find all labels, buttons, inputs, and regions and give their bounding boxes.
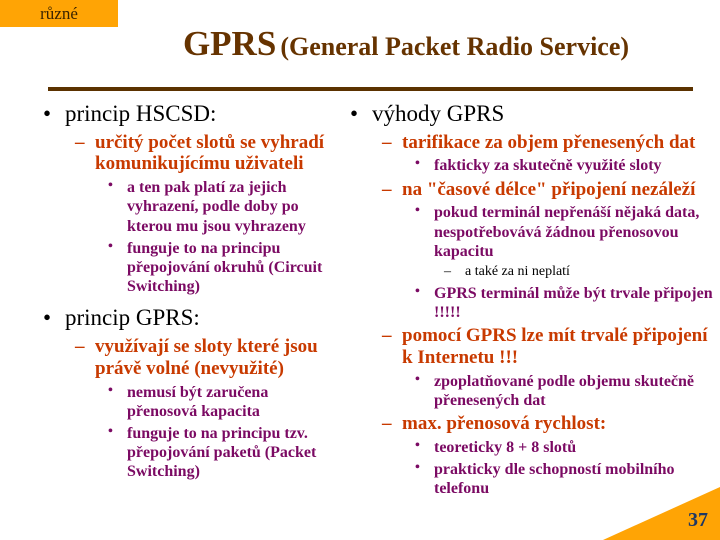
dot-bullet-icon: •: [415, 438, 420, 454]
dot-bullet-icon: •: [415, 460, 420, 476]
dash-bullet-icon: –: [382, 325, 392, 347]
bullet-item-text: na "časové délce" připojení nezáleží: [402, 178, 696, 200]
bullet-item-level2: [345, 325, 717, 369]
bullet-item-level1: [345, 100, 717, 128]
slide-title-sub: (General Packet Radio Service): [280, 32, 630, 61]
bullet-item-text: nemusí být zaručena přenosová kapacita: [127, 383, 269, 420]
bullet-item-level3: [38, 424, 340, 482]
dash-bullet-icon: –: [382, 131, 392, 153]
dot-bullet-icon: •: [415, 283, 420, 299]
bullet-item-text: funguje to na principu přepojování okruhů (Circuit Switching): [127, 239, 323, 296]
bullet-item-text: princip HSCSD:: [65, 101, 217, 126]
bullet-item-level2: [38, 132, 340, 176]
dot-bullet-icon: •: [108, 238, 113, 254]
title-divider: [48, 87, 693, 91]
content-column-left: [38, 100, 340, 485]
bullet-item-level3: [345, 372, 717, 410]
bullet-item-text: teoreticky 8 + 8 slotů: [434, 439, 577, 457]
bullet-item-text: pomocí GPRS lze mít trvalé připojení k Internetu !!!: [402, 325, 708, 369]
dot-bullet-icon: •: [350, 101, 359, 126]
bullet-item-text: max. přenosová rychlost:: [402, 413, 607, 435]
bullet-item-level3: [38, 178, 340, 236]
dot-bullet-icon: •: [415, 156, 420, 172]
dot-bullet-icon: •: [108, 382, 113, 398]
bullet-item-level3: [38, 239, 340, 297]
slide-title: [100, 24, 712, 64]
dash-bullet-icon: –: [382, 178, 392, 200]
bullet-item-level3: [345, 460, 717, 498]
dash-bullet-icon: –: [444, 264, 451, 280]
slide-title-main: GPRS: [182, 24, 277, 63]
content-column-right: [345, 100, 717, 502]
page-number: 37: [688, 509, 708, 531]
dot-bullet-icon: •: [43, 101, 52, 126]
bullet-item-level3: [38, 383, 340, 421]
dot-bullet-icon: •: [415, 371, 420, 387]
dot-bullet-icon: •: [108, 424, 113, 440]
bullet-item-text: princip GPRS:: [65, 305, 200, 331]
bullet-item-level4: [345, 264, 717, 281]
dash-bullet-icon: –: [75, 336, 85, 357]
bullet-item-text: pokud terminál nepřenáší nějaká data, nespotřebovává žádnou přenosovou kapacitu: [434, 204, 700, 260]
dot-bullet-icon: •: [43, 305, 52, 331]
category-tab: [0, 0, 118, 27]
bullet-item-level3: [345, 156, 717, 175]
bullet-item-level2: [345, 413, 717, 435]
category-tab-label: různé: [40, 3, 78, 23]
bullet-item-text: prakticky dle schopností mobilního telefonu: [434, 461, 675, 498]
bullet-item-text: funguje to na principu tzv. přepojování paketů (Packet Switching): [127, 425, 317, 481]
bullet-item-text: a ten pak platí za jejich vyhrazení, podle doby po kterou mu jsou vyhrazeny: [127, 179, 306, 235]
bullet-item-level1: [38, 100, 340, 128]
bullet-item-text: GPRS terminál může být trvale připojen !!!!!: [434, 284, 713, 322]
bullet-item-text: využívají se sloty které jsou právě volné (nevyužité): [95, 336, 318, 379]
bullet-item-level2: [38, 336, 340, 380]
bullet-item-level3: [345, 284, 717, 322]
bullet-item-text: určitý počet slotů se vyhradí komunikujícímu uživateli: [95, 131, 325, 175]
dot-bullet-icon: •: [415, 203, 420, 219]
bullet-item-level1: [38, 304, 340, 332]
bullet-item-text: fakticky za skutečně využité sloty: [434, 157, 662, 175]
bullet-item-text: tarifikace za objem přenesených dat: [402, 131, 696, 153]
bullet-item-level3: [345, 203, 717, 261]
bullet-item-level3: [345, 438, 717, 457]
dash-bullet-icon: –: [382, 413, 392, 435]
bullet-item-level2: [345, 132, 717, 154]
bullet-item-text: výhody GPRS: [372, 101, 505, 126]
bullet-item-text: zpoplatňované podle objemu skutečně přenesených dat: [434, 372, 695, 410]
dot-bullet-icon: •: [108, 178, 113, 194]
bullet-item-text: a také za ni neplatí: [465, 264, 570, 280]
bullet-item-level2: [345, 179, 717, 201]
dash-bullet-icon: –: [75, 131, 85, 153]
